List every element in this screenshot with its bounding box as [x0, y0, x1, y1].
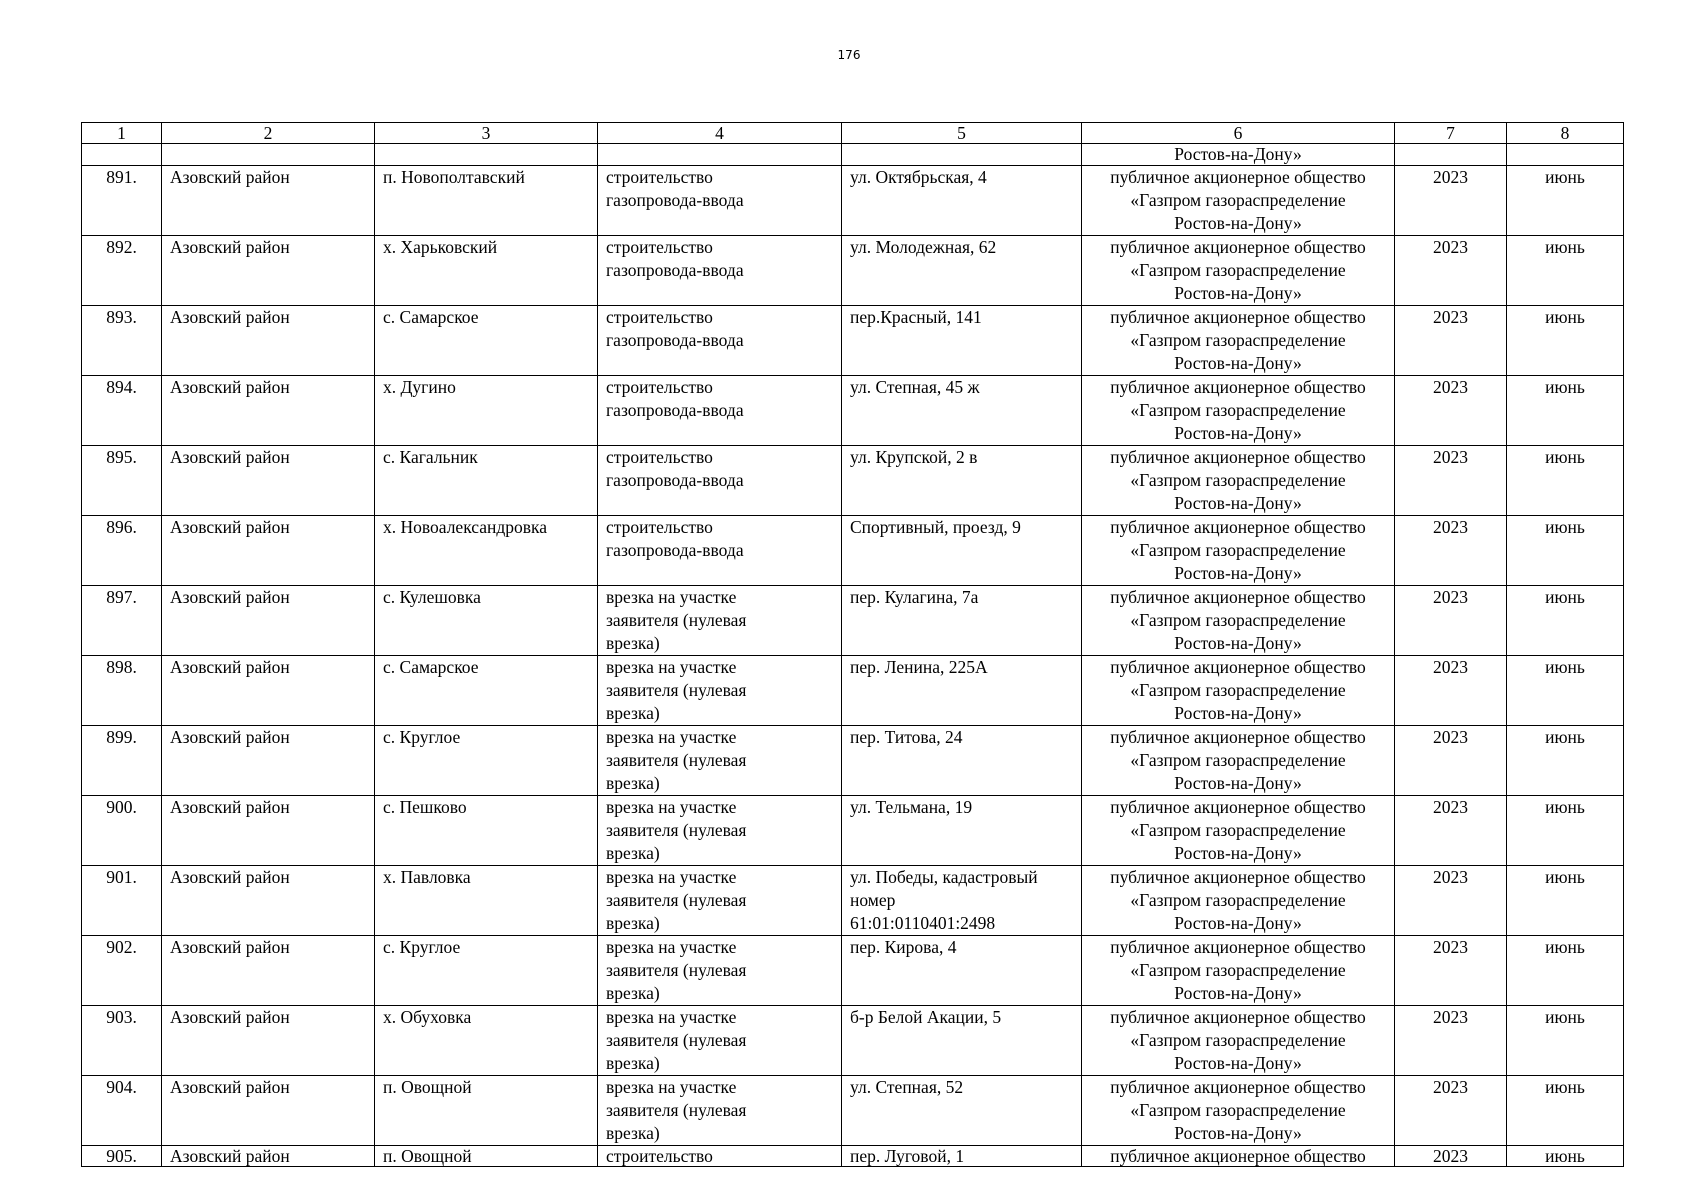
table-row	[82, 516, 1624, 586]
year-cell: 2023	[1395, 936, 1507, 1006]
work-type-cell	[598, 376, 842, 446]
operator-cell-line: «Газпром газораспределение	[1130, 190, 1346, 210]
row-number-cell: 892.	[82, 236, 162, 306]
address-cell-line: пер.Красный, 141	[850, 307, 982, 327]
address-cell-line: б-р Белой Акации, 5	[850, 1007, 1002, 1027]
table-row	[82, 376, 1624, 446]
address-cell	[842, 936, 1082, 1006]
work-type-cell-line: врезка на участке	[606, 797, 737, 817]
row-number-cell: 903.	[82, 1006, 162, 1076]
work-type-cell-line: газопровода-ввода	[606, 400, 744, 420]
work-type-cell-line: строительство	[606, 167, 713, 187]
address-cell	[842, 516, 1082, 586]
month-cell: июнь	[1507, 166, 1624, 236]
column-header: 7	[1395, 123, 1507, 144]
address-cell-line: ул. Октябрьская, 4	[850, 167, 987, 187]
address-cell-line: ул. Степная, 45 ж	[850, 377, 980, 397]
row-number-cell: 893.	[82, 306, 162, 376]
month-cell: июнь	[1507, 936, 1624, 1006]
locality-cell: х. Павловка	[375, 866, 598, 936]
locality-cell: с. Круглое	[375, 726, 598, 796]
year-cell: 2023	[1395, 1146, 1507, 1167]
month-cell: июнь	[1507, 1076, 1624, 1146]
month-cell: июнь	[1507, 1006, 1624, 1076]
operator-cell-line: «Газпром газораспределение	[1130, 820, 1346, 840]
work-type-cell-line: газопровода-ввода	[606, 190, 744, 210]
operator-cell-line: «Газпром газораспределение	[1130, 890, 1346, 910]
work-type-cell	[598, 796, 842, 866]
column-header: 6	[1082, 123, 1395, 144]
work-type-cell-line: строительство	[606, 377, 713, 397]
work-type-cell-line: газопровода-ввода	[606, 470, 744, 490]
operator-cell-line: Ростов-на-Дону»	[1174, 633, 1302, 653]
work-type-cell-line: газопровода-ввода	[606, 260, 744, 280]
work-type-cell-line: врезка)	[606, 913, 660, 933]
column-header: 4	[598, 123, 842, 144]
operator-cell	[1082, 236, 1395, 306]
work-type-cell-line: врезка на участке	[606, 657, 737, 677]
address-cell-line: ул. Крупской, 2 в	[850, 447, 978, 467]
year-cell: 2023	[1395, 726, 1507, 796]
month-cell: июнь	[1507, 306, 1624, 376]
operator-cell-line: публичное акционерное общество	[1110, 657, 1366, 677]
work-type-cell-line: заявителя (нулевая	[606, 1100, 747, 1120]
row-number-cell: 900.	[82, 796, 162, 866]
operator-cell-line: публичное акционерное общество	[1110, 307, 1366, 327]
year-cell: 2023	[1395, 376, 1507, 446]
operator-cell-line: публичное акционерное общество	[1110, 517, 1366, 537]
operator-cell-line: публичное акционерное общество	[1110, 937, 1366, 957]
row-number-cell: 891.	[82, 166, 162, 236]
operator-cell-line: публичное акционерное общество	[1110, 237, 1366, 257]
work-type-cell	[598, 516, 842, 586]
year-cell: 2023	[1395, 866, 1507, 936]
district-cell: Азовский район	[162, 1146, 375, 1167]
work-type-cell	[598, 236, 842, 306]
operator-cell-line: Ростов-на-Дону»	[1174, 913, 1302, 933]
work-type-cell-line: заявителя (нулевая	[606, 680, 747, 700]
work-type-cell-line: врезка на участке	[606, 1077, 737, 1097]
address-cell	[842, 446, 1082, 516]
work-type-cell-line: заявителя (нулевая	[606, 820, 747, 840]
column-header: 1	[82, 123, 162, 144]
operator-cell-line: Ростов-на-Дону»	[1174, 493, 1302, 513]
operator-cell-line: «Газпром газораспределение	[1130, 260, 1346, 280]
district-cell: Азовский район	[162, 516, 375, 586]
month-cell: июнь	[1507, 656, 1624, 726]
operator-cell-line: Ростов-на-Дону»	[1174, 423, 1302, 443]
table-row	[82, 446, 1624, 516]
month-cell: июнь	[1507, 1146, 1624, 1167]
work-type-cell-line: врезка на участке	[606, 937, 737, 957]
column-number-row	[82, 123, 1624, 144]
work-type-cell-line: врезка)	[606, 773, 660, 793]
address-cell	[842, 1076, 1082, 1146]
address-cell-line: 61:01:0110401:2498	[850, 913, 996, 933]
table-row	[82, 306, 1624, 376]
address-cell-line: ул. Молодежная, 62	[850, 237, 997, 257]
operator-cell	[1082, 306, 1395, 376]
operator-cell-line: Ростов-на-Дону»	[1174, 353, 1302, 373]
month-cell: июнь	[1507, 376, 1624, 446]
address-cell	[842, 726, 1082, 796]
month-cell: июнь	[1507, 446, 1624, 516]
operator-cell-line: публичное акционерное общество	[1110, 167, 1366, 187]
table-row	[82, 1076, 1624, 1146]
address-cell-line: пер. Ленина, 225А	[850, 657, 988, 677]
work-type-cell-line: строительство	[606, 237, 713, 257]
month-cell: июнь	[1507, 866, 1624, 936]
table-row	[82, 796, 1624, 866]
operator-cell	[1082, 586, 1395, 656]
address-cell-line: пер. Кулагина, 7а	[850, 587, 979, 607]
operator-cell-line: «Газпром газораспределение	[1130, 610, 1346, 630]
work-type-cell-line: заявителя (нулевая	[606, 960, 747, 980]
address-cell-line: номер	[850, 890, 896, 910]
operator-cell-line: публичное акционерное общество	[1110, 587, 1366, 607]
district-cell: Азовский район	[162, 656, 375, 726]
work-type-cell-line: врезка на участке	[606, 727, 737, 747]
address-cell	[842, 376, 1082, 446]
row-number-cell: 894.	[82, 376, 162, 446]
locality-cell: с. Самарское	[375, 656, 598, 726]
operator-cell: Ростов-на-Дону»	[1082, 144, 1395, 166]
month-cell: июнь	[1507, 796, 1624, 866]
operator-cell-line: публичное акционерное общество	[1110, 1146, 1366, 1166]
table-row	[82, 866, 1624, 936]
operator-cell	[1082, 1076, 1395, 1146]
work-type-cell-line: врезка)	[606, 843, 660, 863]
operator-cell	[1082, 656, 1395, 726]
work-type-cell-line: врезка на участке	[606, 1007, 737, 1027]
address-cell-line: пер. Кирова, 4	[850, 937, 957, 957]
column-header: 3	[375, 123, 598, 144]
register-table	[81, 122, 1624, 1167]
year-cell: 2023	[1395, 236, 1507, 306]
operator-cell-line: «Газпром газораспределение	[1130, 750, 1346, 770]
address-cell-line: ул. Тельмана, 19	[850, 797, 973, 817]
operator-cell-line: публичное акционерное общество	[1110, 797, 1366, 817]
work-type-cell-line: врезка)	[606, 983, 660, 1003]
operator-cell	[1082, 936, 1395, 1006]
work-type-cell-line: врезка на участке	[606, 587, 737, 607]
locality-cell: п. Овощной	[375, 1146, 598, 1167]
work-type-cell	[598, 1146, 842, 1167]
operator-cell	[1082, 796, 1395, 866]
district-cell: Азовский район	[162, 1076, 375, 1146]
table-row	[82, 936, 1624, 1006]
operator-cell-line: «Газпром газораспределение	[1130, 1030, 1346, 1050]
work-type-cell	[598, 726, 842, 796]
address-cell	[842, 586, 1082, 656]
address-cell	[842, 166, 1082, 236]
locality-cell: п. Новополтавский	[375, 166, 598, 236]
month-cell: июнь	[1507, 586, 1624, 656]
continuation-row	[82, 144, 1624, 166]
locality-cell: с. Самарское	[375, 306, 598, 376]
table-row	[82, 1006, 1624, 1076]
work-type-cell	[598, 1006, 842, 1076]
table-row	[82, 1146, 1624, 1167]
column-header: 8	[1507, 123, 1624, 144]
operator-cell-line: публичное акционерное общество	[1110, 377, 1366, 397]
operator-cell-line: Ростов-на-Дону»	[1174, 983, 1302, 1003]
district-cell: Азовский район	[162, 586, 375, 656]
district-cell: Азовский район	[162, 236, 375, 306]
row-number-cell: 895.	[82, 446, 162, 516]
locality-cell: с. Кулешовка	[375, 586, 598, 656]
table-row	[82, 726, 1624, 796]
operator-cell	[1082, 1146, 1395, 1167]
operator-cell-line: Ростов-на-Дону»	[1174, 563, 1302, 583]
operator-cell-line: Ростов-на-Дону»	[1174, 213, 1302, 233]
work-type-cell	[598, 936, 842, 1006]
district-cell: Азовский район	[162, 866, 375, 936]
operator-cell-line: публичное акционерное общество	[1110, 1007, 1366, 1027]
locality-cell: х. Обуховка	[375, 1006, 598, 1076]
district-cell: Азовский район	[162, 936, 375, 1006]
locality-cell: с. Круглое	[375, 936, 598, 1006]
year-cell: 2023	[1395, 796, 1507, 866]
district-cell: Азовский район	[162, 726, 375, 796]
locality-cell: х. Харьковский	[375, 236, 598, 306]
locality-cell: с. Кагальник	[375, 446, 598, 516]
work-type-cell-line: заявителя (нулевая	[606, 610, 747, 630]
table-row	[82, 656, 1624, 726]
operator-cell-line: Ростов-на-Дону»	[1174, 1123, 1302, 1143]
year-cell: 2023	[1395, 656, 1507, 726]
work-type-cell-line: врезка)	[606, 703, 660, 723]
work-type-cell-line: газопровода-ввода	[606, 540, 744, 560]
table-row	[82, 586, 1624, 656]
year-cell: 2023	[1395, 1006, 1507, 1076]
row-number-cell: 899.	[82, 726, 162, 796]
operator-cell	[1082, 726, 1395, 796]
address-cell	[842, 656, 1082, 726]
address-cell-line: пер. Луговой, 1	[850, 1146, 965, 1166]
work-type-cell-line: строительство	[606, 447, 713, 467]
work-type-cell-line: газопровода-ввода	[606, 330, 744, 350]
work-type-cell	[598, 446, 842, 516]
district-cell: Азовский район	[162, 306, 375, 376]
operator-cell-line: «Газпром газораспределение	[1130, 330, 1346, 350]
row-number-cell: 896.	[82, 516, 162, 586]
address-cell-line: ул. Победы, кадастровый	[850, 867, 1038, 887]
work-type-cell	[598, 656, 842, 726]
row-number-cell: 902.	[82, 936, 162, 1006]
work-type-cell	[598, 586, 842, 656]
operator-cell-line: публичное акционерное общество	[1110, 727, 1366, 747]
work-type-cell-line: строительство	[606, 517, 713, 537]
row-number-cell: 901.	[82, 866, 162, 936]
address-cell-line: Спортивный, проезд, 9	[850, 517, 1021, 537]
operator-cell-line: публичное акционерное общество	[1110, 447, 1366, 467]
month-cell: июнь	[1507, 236, 1624, 306]
locality-cell: п. Овощной	[375, 1076, 598, 1146]
table-row	[82, 166, 1624, 236]
year-cell: 2023	[1395, 1076, 1507, 1146]
column-header: 2	[162, 123, 375, 144]
operator-cell-line: «Газпром газораспределение	[1130, 540, 1346, 560]
month-cell: июнь	[1507, 726, 1624, 796]
year-cell: 2023	[1395, 586, 1507, 656]
address-cell	[842, 236, 1082, 306]
operator-cell	[1082, 376, 1395, 446]
operator-cell-line: Ростов-на-Дону»	[1174, 703, 1302, 723]
address-cell	[842, 866, 1082, 936]
row-number-cell: 904.	[82, 1076, 162, 1146]
address-cell	[842, 1006, 1082, 1076]
operator-cell-line: Ростов-на-Дону»	[1174, 843, 1302, 863]
operator-cell	[1082, 166, 1395, 236]
locality-cell: х. Новоалександровка	[375, 516, 598, 586]
work-type-cell-line: врезка на участке	[606, 867, 737, 887]
district-cell: Азовский район	[162, 376, 375, 446]
year-cell: 2023	[1395, 446, 1507, 516]
operator-cell-line: Ростов-на-Дону»	[1174, 1053, 1302, 1073]
work-type-cell-line: строительство	[606, 307, 713, 327]
district-cell: Азовский район	[162, 446, 375, 516]
operator-cell-line: «Газпром газораспределение	[1130, 400, 1346, 420]
operator-cell-line: публичное акционерное общество	[1110, 1077, 1366, 1097]
operator-cell	[1082, 446, 1395, 516]
operator-cell	[1082, 866, 1395, 936]
row-number-cell: 898.	[82, 656, 162, 726]
work-type-cell	[598, 306, 842, 376]
operator-cell	[1082, 516, 1395, 586]
operator-cell	[1082, 1006, 1395, 1076]
operator-cell-line: Ростов-на-Дону»	[1174, 773, 1302, 793]
row-number-cell: 897.	[82, 586, 162, 656]
month-cell: июнь	[1507, 516, 1624, 586]
operator-cell-line: Ростов-на-Дону»	[1174, 283, 1302, 303]
address-cell-line: пер. Титова, 24	[850, 727, 963, 747]
work-type-cell	[598, 166, 842, 236]
district-cell: Азовский район	[162, 796, 375, 866]
district-cell: Азовский район	[162, 1006, 375, 1076]
work-type-cell-line: строительство	[606, 1146, 713, 1166]
district-cell: Азовский район	[162, 166, 375, 236]
work-type-cell-line: врезка)	[606, 1123, 660, 1143]
locality-cell: с. Пешково	[375, 796, 598, 866]
address-cell	[842, 306, 1082, 376]
work-type-cell-line: заявителя (нулевая	[606, 750, 747, 770]
row-number-cell: 905.	[82, 1146, 162, 1167]
operator-cell-line: «Газпром газораспределение	[1130, 470, 1346, 490]
work-type-cell-line: врезка)	[606, 1053, 660, 1073]
work-type-cell-line: врезка)	[606, 633, 660, 653]
operator-cell-line: «Газпром газораспределение	[1130, 680, 1346, 700]
work-type-cell	[598, 1076, 842, 1146]
address-cell	[842, 1146, 1082, 1167]
work-type-cell	[598, 866, 842, 936]
work-type-cell-line: заявителя (нулевая	[606, 890, 747, 910]
operator-cell-line: «Газпром газораспределение	[1130, 1100, 1346, 1120]
year-cell: 2023	[1395, 166, 1507, 236]
address-cell	[842, 796, 1082, 866]
page-number: 176	[837, 48, 861, 62]
operator-cell-line: публичное акционерное общество	[1110, 867, 1366, 887]
operator-cell-line: «Газпром газораспределение	[1130, 960, 1346, 980]
address-cell-line: ул. Степная, 52	[850, 1077, 964, 1097]
table-row	[82, 236, 1624, 306]
locality-cell: х. Дугино	[375, 376, 598, 446]
year-cell: 2023	[1395, 516, 1507, 586]
year-cell: 2023	[1395, 306, 1507, 376]
work-type-cell-line: заявителя (нулевая	[606, 1030, 747, 1050]
column-header: 5	[842, 123, 1082, 144]
